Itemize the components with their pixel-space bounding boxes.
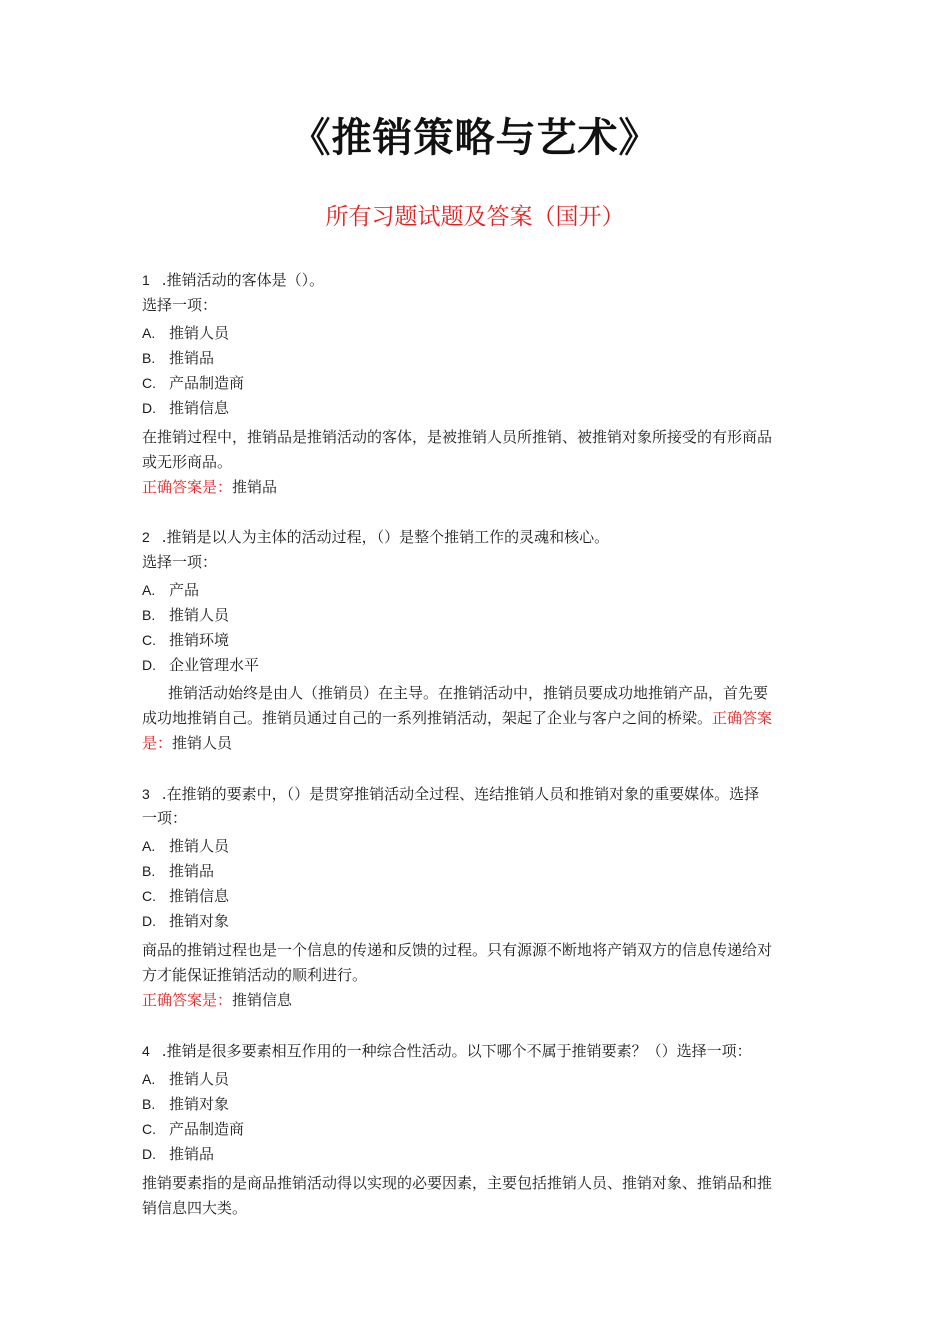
option-letter: C.	[142, 632, 156, 648]
question-text: .推销活动的客体是（）。	[161, 271, 325, 289]
question-3-explanation-line-2: 方才能保证推销活动的顺利进行。	[142, 966, 368, 984]
option-text: 产品制造商	[169, 374, 245, 392]
explanation-text: 成功地推销自己。推销员通过自己的一系列推销活动，架起了企业与客户之间的桥梁。	[142, 709, 713, 727]
option-text: 推销环境	[169, 631, 230, 649]
option-letter: B.	[142, 607, 156, 623]
question-3-option-a	[142, 834, 229, 859]
option-text: 推销人员	[169, 1070, 230, 1088]
question-3-option-d	[142, 909, 229, 934]
option-letter: D.	[142, 1146, 156, 1162]
question-1-option-d	[142, 396, 229, 421]
question-4-option-c	[142, 1117, 244, 1142]
question-1-option-c	[142, 371, 244, 396]
option-text: 推销品	[169, 349, 215, 367]
option-letter: B.	[142, 863, 156, 879]
question-number: 4	[142, 1043, 150, 1059]
question-4-option-a	[142, 1067, 229, 1092]
question-2-answer	[142, 731, 232, 756]
option-text: 推销对象	[169, 1095, 230, 1113]
document-title: 《推销策略与艺术》	[290, 115, 660, 161]
question-1-explanation-line-2: 或无形商品。	[142, 453, 233, 471]
answer-label: 正确答案是：	[142, 991, 233, 1009]
option-text: 推销品	[169, 1145, 215, 1163]
question-3-option-b	[142, 859, 214, 884]
question-2-option-b	[142, 603, 229, 628]
question-2-explanation-line-2	[142, 706, 772, 731]
answer-label: 是：	[142, 734, 173, 752]
option-text: 产品	[169, 581, 200, 599]
option-letter: D.	[142, 913, 156, 929]
question-3-answer	[142, 988, 292, 1013]
option-letter: C.	[142, 1121, 156, 1137]
question-4-option-d	[142, 1142, 214, 1167]
question-1-stem	[142, 268, 324, 293]
option-text: 推销信息	[169, 887, 230, 905]
question-2-option-d	[142, 653, 259, 678]
question-3-option-c	[142, 884, 229, 909]
option-text: 推销对象	[169, 912, 230, 930]
question-2-stem	[142, 525, 609, 550]
question-3-stem-line-2: 一项：	[142, 809, 188, 827]
question-number: 3	[142, 786, 150, 802]
answer-label: 正确答案是：	[142, 478, 233, 496]
question-1-select-prompt: 选择一项：	[142, 296, 218, 314]
question-4-explanation-line-2: 销信息四大类。	[142, 1199, 248, 1217]
document-subtitle: 所有习题试题及答案（国开）	[325, 204, 625, 230]
option-letter: A.	[142, 838, 156, 854]
option-text: 推销品	[169, 862, 215, 880]
question-text: .推销是以人为主体的活动过程，（）是整个推销工作的灵魂和核心。	[161, 528, 610, 546]
answer-value: 推销人员	[172, 734, 233, 752]
option-letter: B.	[142, 350, 156, 366]
option-text: 推销人员	[169, 606, 230, 624]
option-letter: A.	[142, 325, 156, 341]
option-text: 推销信息	[169, 399, 230, 417]
question-2-select-prompt: 选择一项：	[142, 553, 218, 571]
option-text: 产品制造商	[169, 1120, 245, 1138]
option-letter: C.	[142, 888, 156, 904]
question-3-stem	[142, 782, 759, 807]
question-text: .推销是很多要素相互作用的一种综合性活动。以下哪个不属于推销要素？（）选择一项：	[161, 1042, 752, 1060]
question-number: 1	[142, 272, 150, 288]
question-3-explanation-line-1: 商品的推销过程也是一个信息的传递和反馈的过程。只有源源不断地将产销双方的信息传递给对	[142, 941, 773, 959]
question-4-stem	[142, 1039, 752, 1064]
answer-label: 正确答案	[712, 709, 773, 727]
question-1-option-a	[142, 321, 229, 346]
question-number: 2	[142, 529, 150, 545]
question-text: .在推销的要素中，（）是贯穿推销活动全过程、连结推销人员和推销对象的重要媒体。选择	[161, 785, 760, 803]
option-letter: D.	[142, 400, 156, 416]
answer-value: 推销品	[232, 478, 278, 496]
question-2-option-a	[142, 578, 199, 603]
question-2-explanation-line-1: 推销活动始终是由人（推销员）在主导。在推销活动中，推销员要成功地推销产品，首先要	[168, 684, 769, 702]
option-text: 企业管理水平	[169, 656, 260, 674]
option-text: 推销人员	[169, 324, 230, 342]
question-4-option-b	[142, 1092, 229, 1117]
option-letter: A.	[142, 582, 156, 598]
question-2-option-c	[142, 628, 229, 653]
question-4-explanation-line-1: 推销要素指的是商品推销活动得以实现的必要因素，主要包括推销人员、推销对象、推销品和推	[142, 1174, 773, 1192]
option-letter: D.	[142, 657, 156, 673]
option-text: 推销人员	[169, 837, 230, 855]
option-letter: A.	[142, 1071, 156, 1087]
option-letter: B.	[142, 1096, 156, 1112]
question-1-answer	[142, 475, 277, 500]
option-letter: C.	[142, 375, 156, 391]
question-1-option-b	[142, 346, 214, 371]
question-1-explanation-line-1: 在推销过程中，推销品是推销活动的客体，是被推销人员所推销、被推销对象所接受的有形商品	[142, 428, 773, 446]
answer-value: 推销信息	[232, 991, 293, 1009]
